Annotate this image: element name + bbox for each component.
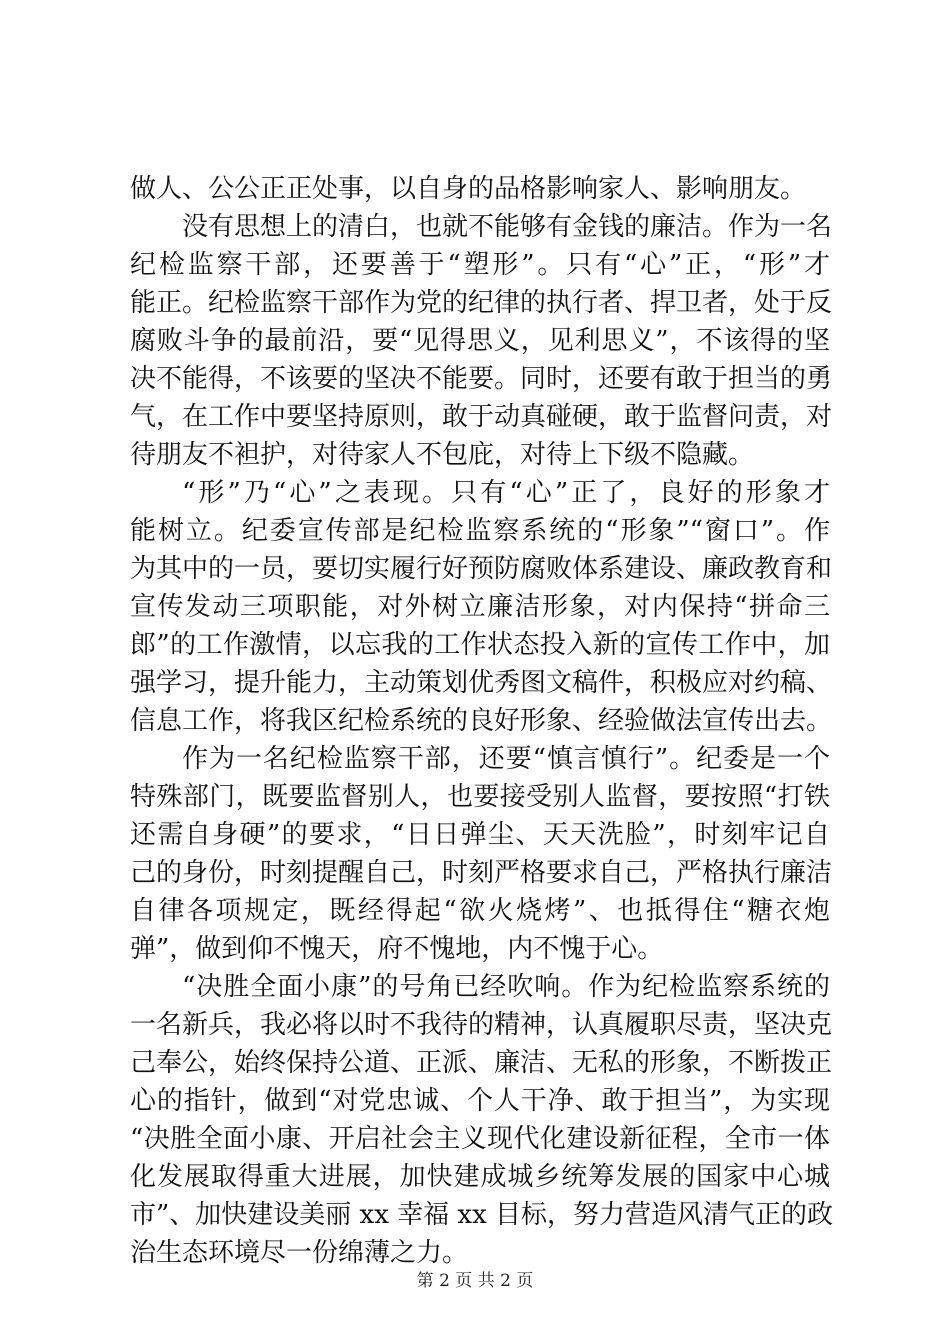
text-line: 化发展取得重大进展，加快建成城乡统筹发展的国家中心城: [130, 1162, 830, 1192]
text-line: 己奉公，始终保持公道、正派、廉洁、无私的形象，不断拨正: [130, 1048, 833, 1078]
text-line: 自律各项规定，既经得起“欲火烧烤”、也抵得住“糖衣炮: [130, 896, 830, 926]
text-line: 纪检监察干部，还要善于“塑形”。只有“心”正，“形”才: [130, 250, 830, 280]
text-line: 决不能得，不该要的坚决不能要。同时，还要有敢于担当的勇: [130, 364, 833, 394]
text-line: 强学习，提升能力，主动策划优秀图文稿件，积极应对约稿、: [130, 668, 833, 698]
text-line: 腐败斗争的最前沿，要“见得思义，见利思义”，不该得的坚: [130, 326, 830, 356]
text-line: 为其中的一员，要切实履行好预防腐败体系建设、廉政教育和: [130, 554, 833, 584]
text-line: 郎”的工作激情，以忘我的工作状态投入新的宣传工作中，加: [130, 630, 830, 660]
text-line: 做人、公公正正处事，以自身的品格影响家人、影响朋友。: [130, 174, 807, 204]
text-line: 一名新兵，我必将以时不我待的精神，认真履职尽责，坚决克: [130, 1010, 833, 1040]
text-line: 市”、加快建设美丽 xx 幸福 xx 目标，努力营造风清气正的政: [130, 1200, 834, 1230]
text-line: 还需自身硬”的要求，“日日弹尘、天天洗脸”，时刻牢记自: [130, 820, 830, 850]
text-line: “决胜全面小康、开启社会主义现代化建设新征程，全市一体: [130, 1124, 830, 1154]
page-footer: 第 2 页 共 2 页: [416, 1271, 534, 1291]
text-line: 治生态环境尽一份绵薄之力。: [130, 1238, 469, 1268]
text-line: 能正。纪检监察干部作为党的纪律的执行者、捍卫者，处于反: [130, 288, 833, 318]
text-line: 特殊部门，既要监督别人，也要接受别人监督，要按照“打铁: [130, 782, 830, 812]
text-line: 气，在工作中要坚持原则，敢于动真碰硬，敢于监督问责，对: [130, 402, 833, 432]
text-line: 心的指针，做到“对党忠诚、个人干净、敢于担当”，为实现: [130, 1086, 830, 1116]
text-line: 信息工作，将我区纪检系统的良好形象、经验做法宣传出去。: [130, 706, 833, 736]
text-line: 待朋友不袒护，对待家人不包庇，对待上下级不隐藏。: [130, 440, 755, 470]
text-line: 作为一名纪检监察干部，还要“慎言慎行”。纪委是一个: [182, 744, 830, 774]
text-line: 能树立。纪委宣传部是纪检监察系统的“形象”“窗口”。作: [130, 516, 830, 546]
text-line: 宣传发动三项职能，对外树立廉洁形象，对内保持“拼命三: [130, 592, 830, 622]
text-line: 己的身份，时刻提醒自己，时刻严格要求自己，严格执行廉洁: [130, 858, 833, 888]
body-text: [130, 170, 834, 1272]
text-line: 弹”，做到仰不愧天，府不愧地，内不愧于心。: [130, 934, 664, 964]
text-line: “形”乃“心”之表现。只有“心”正了，良好的形象才: [182, 478, 830, 508]
text-line: “决胜全面小康”的号角已经吹响。作为纪检监察系统的: [182, 972, 830, 1002]
text-line: 没有思想上的清白，也就不能够有金钱的廉洁。作为一名: [182, 212, 833, 242]
